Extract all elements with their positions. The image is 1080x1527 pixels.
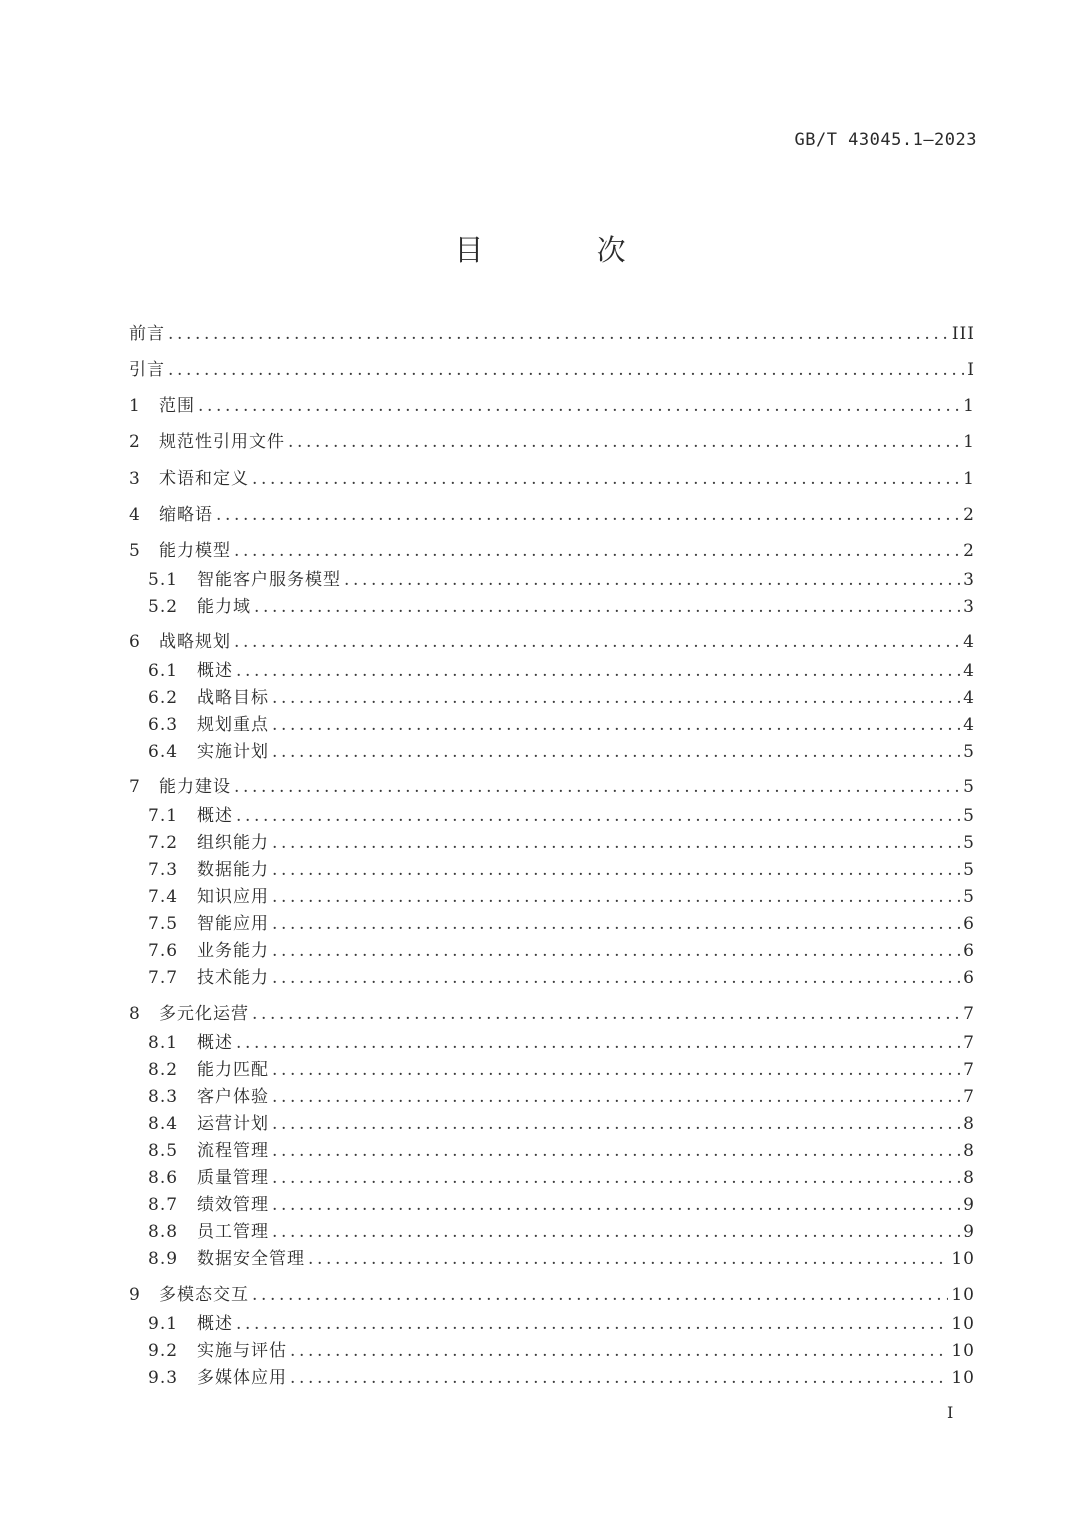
toc-entry[interactable] [148, 1031, 975, 1055]
toc-entry-label: 知识应用 [197, 887, 269, 907]
toc-entry-label: 智能应用 [197, 914, 269, 934]
toc-entry-page: 1 [963, 396, 975, 416]
toc-dot-leader [272, 912, 960, 936]
toc-dot-leader [252, 467, 960, 491]
toc-entry-page: 1 [963, 469, 975, 489]
toc-entry[interactable] [129, 503, 975, 527]
toc-dot-leader [272, 1085, 960, 1109]
toc-entry-number: 8.8 [148, 1222, 179, 1242]
toc-entry-label: 范围 [159, 396, 195, 416]
toc-entry[interactable] [129, 1002, 975, 1026]
toc-entry-page: 10 [951, 1368, 975, 1388]
toc-entry-number: 8.9 [148, 1249, 179, 1269]
toc-entry-page: 6 [963, 968, 975, 988]
toc-entry-page: 10 [951, 1285, 975, 1305]
toc-entry-label: 概述 [197, 1314, 233, 1334]
toc-entry[interactable] [129, 430, 975, 454]
toc-entry[interactable] [129, 775, 975, 799]
toc-entry-page: 9 [963, 1195, 975, 1215]
toc-entry[interactable] [148, 939, 975, 963]
toc-entry-number: 1 [129, 396, 140, 416]
toc-entry[interactable] [148, 1312, 975, 1336]
toc-entry-label: 引言 [129, 360, 165, 380]
toc-entry[interactable] [148, 804, 975, 828]
toc-entry[interactable] [129, 322, 975, 346]
toc-entry-number: 3 [129, 469, 140, 489]
toc-dot-leader [236, 659, 960, 683]
toc-entry-label: 数据能力 [197, 860, 269, 880]
toc-dot-leader [272, 939, 960, 963]
toc-entry-page: 5 [963, 833, 975, 853]
toc-entry-label: 技术能力 [197, 968, 269, 988]
toc-dot-leader [272, 1112, 960, 1136]
toc-dot-leader [344, 568, 960, 592]
toc-entry-number: 9.2 [148, 1341, 179, 1361]
toc-entry[interactable] [148, 831, 975, 855]
toc-entry-number: 8 [129, 1004, 140, 1024]
toc-entry-number: 7.7 [148, 968, 179, 988]
toc-entry-number: 7.6 [148, 941, 179, 961]
toc-entry-number: 6.3 [148, 715, 179, 735]
toc-entry[interactable] [148, 1112, 975, 1136]
toc-entry[interactable] [129, 467, 975, 491]
footer-page-number: I [947, 1403, 954, 1422]
toc-entry-number: 5 [129, 541, 140, 561]
toc-entry-label: 多模态交互 [159, 1285, 249, 1305]
toc-dot-leader [272, 713, 960, 737]
toc-entry-page: 8 [963, 1114, 975, 1134]
toc-dot-leader [234, 775, 960, 799]
toc-entry-label: 战略目标 [197, 688, 269, 708]
toc-entry[interactable] [129, 394, 975, 418]
toc-entry-page: 6 [963, 941, 975, 961]
toc-entry-number: 4 [129, 505, 140, 525]
toc-entry-number: 8.2 [148, 1060, 179, 1080]
toc-dot-leader [236, 1031, 960, 1055]
toc-dot-leader [308, 1247, 948, 1271]
toc-dot-leader [252, 1283, 948, 1307]
toc-dot-leader [272, 1139, 960, 1163]
toc-entry[interactable] [148, 1085, 975, 1109]
toc-entry-label: 规范性引用文件 [159, 432, 285, 452]
toc-entry-number: 5.2 [148, 597, 179, 617]
toc-entry-number: 9.3 [148, 1368, 179, 1388]
toc-entry-page: III [951, 324, 975, 344]
toc-dot-leader [272, 858, 960, 882]
toc-entry-page: 7 [963, 1060, 975, 1080]
toc-entry-page: 3 [963, 597, 975, 617]
toc-dot-leader [272, 1058, 960, 1082]
toc-entry[interactable] [148, 1193, 975, 1217]
toc-entry-page: 8 [963, 1141, 975, 1161]
toc-entry-label: 概述 [197, 1033, 233, 1053]
toc-entry-number: 6.4 [148, 742, 179, 762]
toc-entry-label: 能力模型 [159, 541, 231, 561]
toc-entry-page: 10 [951, 1341, 975, 1361]
toc-dot-leader [216, 503, 960, 527]
toc-entry-number: 8.1 [148, 1033, 179, 1053]
toc-dot-leader [272, 966, 960, 990]
toc-entry-page: 4 [963, 632, 975, 652]
toc-dot-leader [272, 1193, 960, 1217]
toc-entry-label: 概述 [197, 661, 233, 681]
toc-entry-label: 多媒体应用 [197, 1368, 287, 1388]
toc-entry-page: 5 [963, 777, 975, 797]
toc-entry-page: 4 [963, 688, 975, 708]
toc-entry-page: 5 [963, 887, 975, 907]
toc-entry-page: 7 [963, 1087, 975, 1107]
toc-dot-leader [272, 831, 960, 855]
toc-entry-number: 2 [129, 432, 140, 452]
toc-dot-leader [272, 885, 960, 909]
toc-entry-number: 7.4 [148, 887, 179, 907]
toc-entry-label: 客户体验 [197, 1087, 269, 1107]
toc-entry-page: 8 [963, 1168, 975, 1188]
toc-entry-page: 5 [963, 860, 975, 880]
toc-entry-label: 能力匹配 [197, 1060, 269, 1080]
toc-entry-label: 智能客户服务模型 [197, 570, 341, 590]
toc-dot-leader [272, 740, 960, 764]
toc-entry-page: 3 [963, 570, 975, 590]
toc-entry-label: 战略规划 [159, 632, 231, 652]
toc-entry[interactable] [148, 1339, 975, 1363]
toc-entry-number: 7.3 [148, 860, 179, 880]
toc-entry[interactable] [129, 630, 975, 654]
toc-entry-number: 8.5 [148, 1141, 179, 1161]
toc-entry-page: 6 [963, 914, 975, 934]
toc-entry-label: 规划重点 [197, 715, 269, 735]
toc-entry[interactable] [129, 539, 975, 563]
toc-entry-label: 实施与评估 [197, 1341, 287, 1361]
toc-dot-leader [290, 1366, 948, 1390]
toc-entry-page: 7 [963, 1033, 975, 1053]
standard-code: GB/T 43045.1—2023 [794, 130, 977, 150]
toc-entry-number: 8.7 [148, 1195, 179, 1215]
toc-entry-page: 5 [963, 742, 975, 762]
toc-dot-leader [236, 1312, 948, 1336]
toc-dot-leader [234, 539, 960, 563]
toc-entry-label: 员工管理 [197, 1222, 269, 1242]
toc-entry-label: 概述 [197, 806, 233, 826]
toc-entry[interactable] [148, 1139, 975, 1163]
toc-entry-label: 多元化运营 [159, 1004, 249, 1024]
toc-entry-number: 6.2 [148, 688, 179, 708]
toc-dot-leader [236, 804, 960, 828]
toc-entry-number: 9 [129, 1285, 140, 1305]
toc-entry-number: 9.1 [148, 1314, 179, 1334]
toc-entry-page: 4 [963, 661, 975, 681]
toc-dot-leader [254, 595, 960, 619]
toc-entry[interactable] [148, 568, 975, 592]
toc-entry-label: 缩略语 [159, 505, 213, 525]
toc-dot-leader [252, 1002, 960, 1026]
toc-entry[interactable] [148, 595, 975, 619]
toc-entry-page: 10 [951, 1249, 975, 1269]
toc-dot-leader [168, 358, 964, 382]
toc-dot-leader [272, 1220, 960, 1244]
toc-entry-page: 5 [963, 806, 975, 826]
toc-entry[interactable] [148, 912, 975, 936]
toc-entry[interactable] [148, 1220, 975, 1244]
toc-entry-number: 8.6 [148, 1168, 179, 1188]
toc-entry-page: 7 [963, 1004, 975, 1024]
page-title: 目 次 [454, 233, 678, 267]
toc-entry-label: 运营计划 [197, 1114, 269, 1134]
toc-entry-page: 2 [963, 541, 975, 561]
toc-entry[interactable] [148, 713, 975, 737]
toc-dot-leader [234, 630, 960, 654]
toc-entry-page: 9 [963, 1222, 975, 1242]
toc-dot-leader [288, 430, 960, 454]
toc-entry-label: 质量管理 [197, 1168, 269, 1188]
toc-entry-label: 流程管理 [197, 1141, 269, 1161]
toc-entry[interactable] [148, 966, 975, 990]
toc-entry[interactable] [129, 1283, 975, 1307]
toc-entry-number: 7.1 [148, 806, 179, 826]
toc-entry-number: 7 [129, 777, 140, 797]
toc-entry-label: 组织能力 [197, 833, 269, 853]
toc-dot-leader [272, 686, 960, 710]
toc-entry[interactable] [148, 1058, 975, 1082]
toc-entry-number: 5.1 [148, 570, 179, 590]
toc-entry[interactable] [148, 858, 975, 882]
toc-entry[interactable] [148, 1247, 975, 1271]
toc-dot-leader [168, 322, 949, 346]
toc-entry-page: 4 [963, 715, 975, 735]
toc-entry-number: 7.2 [148, 833, 179, 853]
toc-entry-number: 6.1 [148, 661, 179, 681]
toc-entry[interactable] [148, 1166, 975, 1190]
toc-entry-label: 实施计划 [197, 742, 269, 762]
toc-entry[interactable] [148, 740, 975, 764]
toc-entry[interactable] [148, 885, 975, 909]
toc-entry-label: 能力建设 [159, 777, 231, 797]
toc-entry-page: 2 [963, 505, 975, 525]
toc-entry-number: 7.5 [148, 914, 179, 934]
toc-entry-number: 8.3 [148, 1087, 179, 1107]
toc-entry-number: 8.4 [148, 1114, 179, 1134]
toc-entry-number: 6 [129, 632, 140, 652]
toc-entry-page: 1 [963, 432, 975, 452]
toc-entry-page: I [967, 360, 975, 380]
toc-entry-label: 能力域 [197, 597, 251, 617]
toc-entry-label: 业务能力 [197, 941, 269, 961]
toc-entry-label: 前言 [129, 324, 165, 344]
toc-entry[interactable] [148, 1366, 975, 1390]
toc-entry-label: 术语和定义 [159, 469, 249, 489]
toc-entry-label: 绩效管理 [197, 1195, 269, 1215]
toc-entry[interactable] [148, 686, 975, 710]
toc-entry-page: 10 [951, 1314, 975, 1334]
toc-dot-leader [198, 394, 960, 418]
toc-dot-leader [290, 1339, 948, 1363]
toc-dot-leader [272, 1166, 960, 1190]
toc-entry[interactable] [148, 659, 975, 683]
toc-entry-label: 数据安全管理 [197, 1249, 305, 1269]
toc-entry[interactable] [129, 358, 975, 382]
